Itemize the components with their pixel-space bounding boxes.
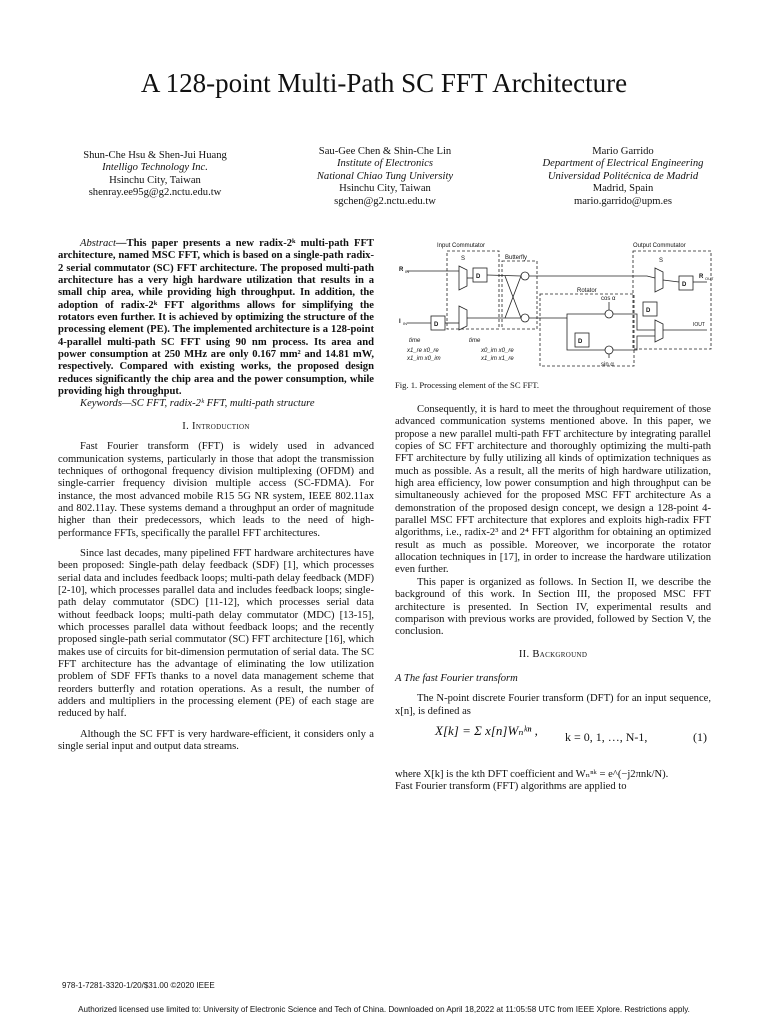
label-seq: x1_im x1_re <box>481 356 514 362</box>
label-seq: x0_im x0_re <box>481 348 514 354</box>
label-in-sub: IN <box>405 269 409 274</box>
pe-diagram <box>397 238 717 376</box>
equation-number: (1) <box>693 729 707 744</box>
section-heading-introduction: I. Introduction <box>182 420 250 432</box>
author-email: mario.garrido@upm.es <box>573 195 672 207</box>
author-block-2 <box>270 146 500 208</box>
label-input-commutator: Input Commutator <box>437 243 486 249</box>
label-d: D <box>578 339 583 345</box>
label-in-sub: IN <box>403 321 407 326</box>
label-i-in: I <box>399 319 401 325</box>
label-s: S <box>659 258 664 264</box>
author-email: sgchen@g2.nctu.edu.tw <box>334 195 436 207</box>
paragraph: This paper is organized as follows. In Section II, we describe the background of this work. In Section III, the proposed MSC FFT architecture is presented. In Section IV, experimental results and comparison with previous works are provided, followed by Section V, the conclusion. <box>395 576 711 638</box>
label-d: D <box>682 282 687 288</box>
paragraph: Since last decades, many pipelined FFT hardware architectures have been proposed: Single-path delay feedback (SDF) [1], which processes serial data and includes feedback loops; multi-path delay feedback (MDF) [2-10], which processes parallel data and includes feedback loops; single-path delay commutator (SDC) [11-12], which processes serial data without feedback loops; multi-path delay commutator (MDC) [13-15], which processes parallel data without feedback loops; and the recently proposed single-path serial commutator (SC) FFT architecture [16], which makes use of circuits for bit-dimension permutation of serial data. The SC FFT architecture has the advantage of eliminating the low utilization problem of SDF FFTs thanks to a novel data management scheme that reorders butterfly and rotation operations. As a result, the number of adders and multipliers in the processing element (PE) of each stage are reduced by half. <box>58 547 374 720</box>
author-affiliation-2: Universidad Politécnica de Madrid <box>547 170 699 182</box>
label-time: time <box>409 338 421 344</box>
label-d: D <box>476 274 481 280</box>
label-butterfly: Butterfly <box>505 255 528 261</box>
label-time: time <box>469 338 481 344</box>
author-name: Shun-Che Hsu & Shen-Jui Huang <box>83 150 227 161</box>
paper-title: A 128-point Multi-Path SC FFT Architecture <box>140 68 628 98</box>
author-affiliation: Institute of Electronics <box>336 158 434 170</box>
author-location: Madrid, Spain <box>592 183 654 195</box>
equation-1 <box>395 721 711 767</box>
paragraph: Fast Fourier transform (FFT) algorithms are applied to <box>395 781 627 793</box>
label-seq: x1_re x0_re <box>407 348 439 354</box>
left-column <box>58 238 374 753</box>
paragraph: Although the SC FFT is very hardware-efficient, it considers only a single serial input and output data streams. <box>58 728 374 753</box>
label-i-out: IOUT <box>693 322 705 328</box>
multiplier-symbol <box>605 346 613 354</box>
right-column <box>395 404 711 794</box>
label-seq: x1_im x0_im <box>407 356 441 362</box>
author-block-1 <box>40 150 270 200</box>
label-d: D <box>646 308 651 314</box>
adder-symbol <box>521 314 529 322</box>
author-location: Hsinchu City, Taiwan <box>339 183 431 195</box>
license-line: Authorized licensed use limited to: University of Electronic Science and Tech of China. Downloaded on April 18,2022 at 11:05:58 UTC from IEEE Xplore. Restrictions apply. <box>78 1005 690 1014</box>
author-affiliation: Intelligo Technology Inc. <box>102 162 208 174</box>
mux-shape <box>459 266 467 290</box>
figure-caption: Fig. 1. Processing element of the SC FFT. <box>395 380 540 390</box>
label-d: D <box>434 322 439 328</box>
author-block-3 <box>508 146 738 208</box>
author-name: Sau-Gee Chen & Shin-Che Lin <box>318 146 452 157</box>
copyright-line: 978-1-7281-3320-1/20/$31.00 ©2020 IEEE <box>62 981 215 990</box>
author-location: Hsinchu City, Taiwan <box>109 174 201 186</box>
butterfly-box <box>502 261 537 329</box>
label-s: S <box>461 256 466 262</box>
output-commutator-box <box>633 251 711 349</box>
label-r-in: R <box>399 267 404 273</box>
abstract-label: Abstract <box>80 238 116 249</box>
label-r-out: R <box>699 274 704 280</box>
author-email: shenray.ee95g@g2.nctu.edu.tw <box>88 187 222 199</box>
keywords: Keywords—SC FFT, radix-2ᵏ FFT, multi-path structure <box>80 398 315 410</box>
label-cos: cos α <box>601 296 616 302</box>
adder-symbol <box>521 272 529 280</box>
label-output-commutator: Output Commutator <box>633 243 686 249</box>
paragraph: Fast Fourier transform (FFT) is widely used in advanced communication systems, particularly in those that adopt the transmission techniques of orthogonal frequency division multiplexing (OFDM) and single-carrier frequency division multiple access (SC-FDMA). For instance, the most advanced mobile R15 5G NR system, IEEE 802.11ax and 802.11ay. These systems demand a throughput an order of magnitude higher than their predecessors, which leads to the need of high-performance FFTs, specifically the parallel FFT architectures. <box>58 441 374 539</box>
author-affiliation-2: National Chiao Tung University <box>316 170 454 182</box>
paragraph: where X[k] is the kth DFT coefficient and Wₙⁿᵏ = e^(−j2πnk/N). <box>395 768 669 780</box>
section-heading-background: II. Background <box>518 648 588 660</box>
label-sin: sin α <box>601 362 614 368</box>
label-out-sub: OUT <box>705 276 714 281</box>
equation-lhs: X[k] = Σ x[n]Wₙᵏⁿ , <box>435 722 538 738</box>
author-name: Mario Garrido <box>592 146 654 157</box>
abstract <box>58 238 374 398</box>
label-rotator: Rotator <box>577 288 597 294</box>
equation-condition: k = 0, 1, …, N-1, <box>565 729 648 744</box>
multiplier-symbol <box>605 310 613 318</box>
paragraph: Consequently, it is hard to meet the throughout requirement of those advanced communication systems mentioned above. In this paper, we propose a new parallel multi-path FFT architecture by integrating parallel copies of SC FFT architecture and thoroughly optimizing the multi-path FFT architecture by fully utilizing all kinds of optimization techniques as much as possible. As a result, all the merits of high hardware utilization, high area efficiency, low power consumption and high throughput can be simultaneously achieved for the proposed MSC FFT architecture As a demonstration of the proposed design concept, we design a 128-point 4-parallel MSC FFT architecture that explores and exploits high-radix FFT algorithms, i.e., radix-2³ and 2⁴ FFT algorithm for obtaining an optimized result as much as possible. Moreover, we incorporate the rotator allocation techniques in [17], in order to increase the hardware utilization even further. <box>395 404 711 576</box>
rotator-box <box>540 294 634 366</box>
subsection-heading: A The fast Fourier transform <box>395 672 518 684</box>
input-commutator-box <box>447 251 499 329</box>
paragraph: The N-point discrete Fourier transform (DFT) for an input sequence, x[n], is defined as <box>395 693 711 717</box>
mux-shape <box>655 268 663 292</box>
mux-shape <box>459 306 467 330</box>
author-affiliation: Department of Electrical Engineering <box>542 158 704 170</box>
abstract-text: —This paper presents a new radix-2ᵏ multi-path FFT architecture, named MSC FFT, which is based on a single-path radix-2 serial commutator (SC) FFT architecture. The proposed multi-path architecture has a very high hardware utilization that results in a small chip area, while providing high throughput. In addition, the adoption of radix-2ᵏ FFT algorithms allows for simplifying the rotators even further. It is achieved by optimizing the structure of the processing element (PE). The implemented architecture is a 128-point 4-parallel multi-path SC FFT using 90 nm process. Its area and power consumption at 250 MHz are only 0.167 mm² and 14.81 mW, respectively. Compared with existing works, the proposed design reduces significantly the chip area and the power consumption, while providing high throughput. <box>58 238 374 398</box>
mux-shape <box>655 320 663 342</box>
